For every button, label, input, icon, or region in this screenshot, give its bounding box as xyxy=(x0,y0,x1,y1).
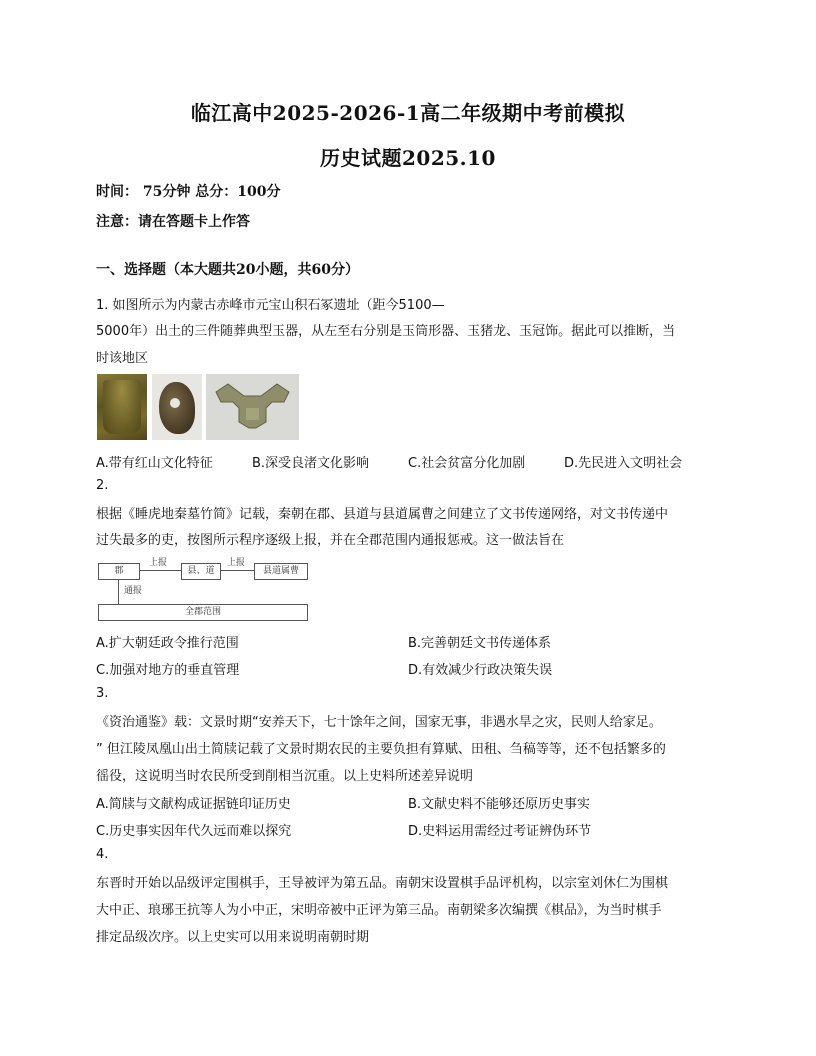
q3-option-c[interactable]: C.历史事实因年代久远而难以探究 xyxy=(96,824,292,839)
q3-line1: 《资治通鉴》载：文景时期“安养天下，七十馀年之间，国家无事，非遇水旱之灾，民则人给家足。 xyxy=(96,715,662,730)
q2-option-c[interactable]: C.加强对地方的垂直管理 xyxy=(96,663,240,678)
exam-title: 临江高中2025-2026-1高二年级期中考前模拟 xyxy=(190,101,626,125)
diagram-connector xyxy=(118,579,119,604)
q4-line2: 大中正、琅琊王抗等人为小中正，宋明帝被中正评为第三品。南朝梁多次编撰《棋品》，为当时棋手 xyxy=(96,903,662,918)
diagram-arrow-2 xyxy=(220,570,254,571)
diagram-label-shangbao-1: 上报 xyxy=(149,558,168,568)
q1-option-a[interactable]: A.带有红山文化特征 xyxy=(96,456,213,471)
q3-option-d[interactable]: D.史料运用需经过考证辨伪环节 xyxy=(408,824,592,839)
q4-line3: 排定品级次序。以上史实可以用来说明南朝时期 xyxy=(96,930,370,945)
q2-option-b[interactable]: B.完善朝廷文书传递体系 xyxy=(408,636,552,651)
section-heading: 一、选择题（本大题共20小题，共60分） xyxy=(96,262,359,278)
time-info: 时间： 75分钟 总分：100分 xyxy=(96,184,281,200)
q1-option-b[interactable]: B.深受良渚文化影响 xyxy=(252,456,370,471)
q3-number: 3. xyxy=(96,686,109,701)
notice: 注意：请在答题卡上作答 xyxy=(96,214,250,230)
diagram-arrow-1 xyxy=(139,570,181,571)
diagram-box-jun: 郡 xyxy=(98,563,140,580)
q1-option-d[interactable]: D.先民进入文明社会 xyxy=(564,456,683,471)
jade-cylinder-image xyxy=(97,374,147,440)
q2-option-a[interactable]: A.扩大朝廷政令推行范围 xyxy=(96,636,239,651)
q4-line1: 东晋时开始以品级评定围棋手，王导被评为第五品。南朝宋设置棋手品评机构，以宗室刘休仁为围棋 xyxy=(96,876,669,891)
q2-number: 2. xyxy=(96,478,109,493)
diagram-box-shucao: 县道属曹 xyxy=(254,563,308,580)
jade-pig-dragon-image xyxy=(152,374,202,440)
exam-subtitle: 历史试题2025.10 xyxy=(320,146,496,170)
q4-number: 4. xyxy=(96,847,109,862)
jade-crown-image xyxy=(206,374,299,440)
diagram-box-quanjun: 全郡范围 xyxy=(98,604,308,621)
q3-line2: ” 但江陵凤凰山出土简牍记载了文景时期农民的主要负担有算赋、田租、刍稿等等，还不包括繁多的 xyxy=(96,742,666,757)
q1-line3: 时该地区 xyxy=(96,351,149,366)
q3-line3: 徭役，这说明当时农民所受到削相当沉重。以上史料所述差异说明 xyxy=(96,769,474,784)
q2-line1: 根据《睡虎地秦墓竹简》记载，秦朝在郡、县道与县道属曹之间建立了文书传递网络，对文书传递中 xyxy=(96,507,669,522)
diagram-label-tongbao: 通报 xyxy=(124,586,143,596)
q1-option-c[interactable]: C.社会贫富分化加剧 xyxy=(408,456,526,471)
q3-option-b[interactable]: B.文献史料不能够还原历史事实 xyxy=(408,797,591,812)
diagram-box-xiandao: 县、道 xyxy=(181,563,221,580)
q1-line1: 1. 如图所示为内蒙古赤峰市元宝山积石冢遗址（距今5100— xyxy=(96,298,445,313)
q2-line2: 过失最多的吏，按图所示程序逐级上报，并在全郡范围内通报惩戒。这一做法旨在 xyxy=(96,533,565,548)
diagram-label-shangbao-2: 上报 xyxy=(227,558,246,568)
q1-line2: 5000年）出土的三件随葬典型玉器，从左至右分别是玉筒形器、玉猪龙、玉冠饰。据此可以推断，当 xyxy=(96,324,676,339)
q3-option-a[interactable]: A.简牍与文献构成证据链印证历史 xyxy=(96,797,291,812)
q2-option-d[interactable]: D.有效减少行政决策失误 xyxy=(408,663,553,678)
